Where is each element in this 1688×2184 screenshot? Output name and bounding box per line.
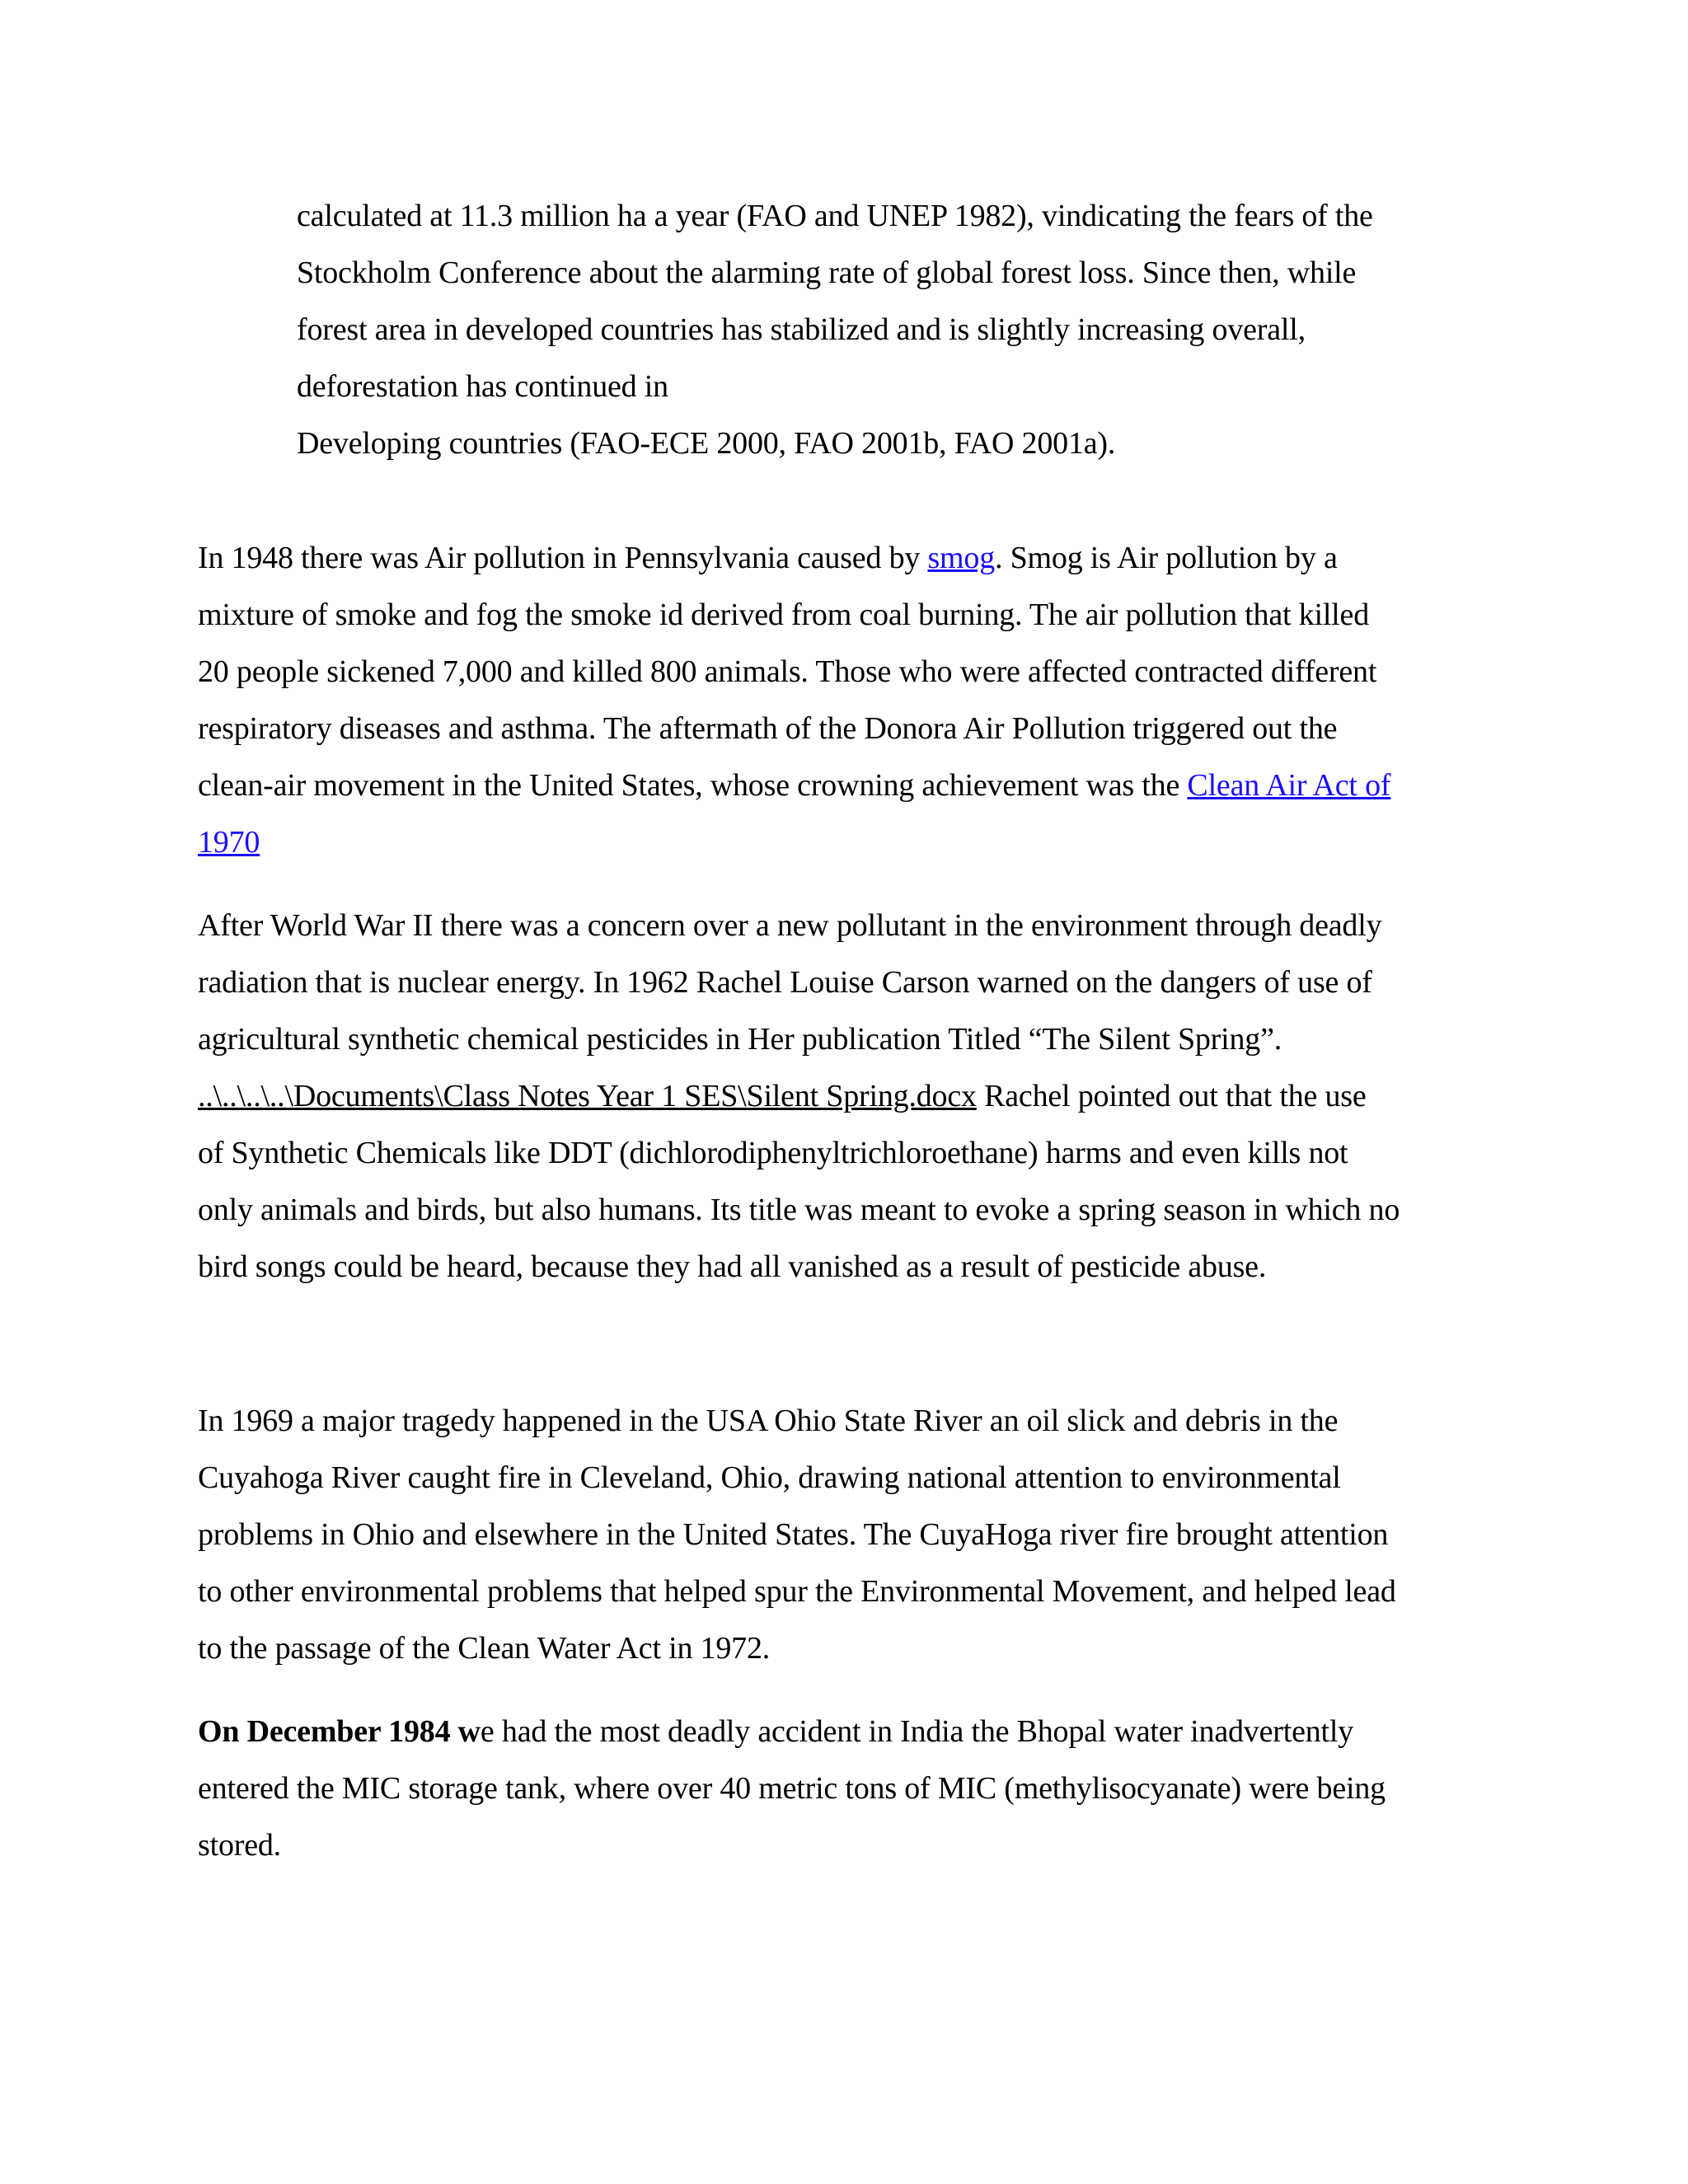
text-line: 20 people sickened 7,000 and killed 800 animals. Those who were affected contracted different [198,654,1377,689]
text-line: deforestation has continued in [297,369,668,404]
smog-link[interactable]: smog [927,541,996,575]
text-segment: e had the most deadly accident in India the Bhopal water inadvertently [480,1714,1354,1749]
text-line: to other environmental problems that helped spur the Environmental Movement, and helped lead [198,1574,1396,1609]
paragraph-bhopal [198,1704,1492,1874]
paragraph-donora [198,530,1492,871]
text-line: to the passage of the Clean Water Act in 1972. [198,1631,771,1666]
text-line: only animals and birds, but also humans. Its title was meant to evoke a spring season in which no [198,1193,1400,1227]
paragraph-silent-spring [198,898,1492,1296]
paragraph-cuyahoga [198,1393,1492,1677]
clean-air-act-link-continued[interactable]: 1970 [198,825,260,860]
text-line: radiation that is nuclear energy. In 1962 Rachel Louise Carson warned on the dangers of use of [198,965,1372,1000]
text-segment: Rachel pointed out that the use [976,1079,1367,1113]
text-line: calculated at 11.3 million ha a year (FAO and UNEP 1982), vindicating the fears of the [297,199,1373,233]
text-line: mixture of smoke and fog the smoke id derived from coal burning. The air pollution that killed [198,598,1370,632]
text-line: problems in Ohio and elsewhere in the United States. The CuyaHoga river fire brought attention [198,1517,1389,1552]
text-line: After World War II there was a concern over a new pollutant in the environment through deadly [198,908,1382,943]
silent-spring-file-link[interactable]: ..\..\..\..\Documents\Class Notes Year 1 SES\Silent Spring.docx [198,1079,977,1113]
text-line: Cuyahoga River caught fire in Cleveland, Ohio, drawing national attention to environmental [198,1460,1341,1495]
document-body [198,188,1492,1874]
text-line [198,757,1492,814]
text-line: bird songs could be heard, because they had all vanished as a result of pesticide abuse. [198,1249,1267,1284]
text-segment: . Smog is Air pollution by a [995,541,1338,575]
text-line [198,1704,1492,1760]
text-segment: clean-air movement in the United States, whose crowning achievement was the [198,768,1188,803]
bold-date: On December 1984 w [198,1714,481,1749]
text-line: stored. [198,1828,281,1863]
text-line: of Synthetic Chemicals like DDT (dichlorodiphenyltrichloroethane) harms and even kills not [198,1136,1348,1170]
text-line: forest area in developed countries has stabilized and is slightly increasing overall, [297,312,1306,347]
text-line: entered the MIC storage tank, where over 40 metric tons of MIC (methylisocyanate) were being [198,1771,1386,1806]
clean-air-act-link[interactable]: Clean Air Act of [1187,768,1391,803]
text-segment: In 1948 there was Air pollution in Pennsylvania caused by [198,541,928,575]
text-line [198,814,1492,871]
text-line [198,530,1492,587]
quoted-block [297,188,1492,472]
text-line: In 1969 a major tragedy happened in the USA Ohio State River an oil slick and debris in the [198,1404,1339,1438]
text-line: Developing countries (FAO-ECE 2000, FAO 2001b, FAO 2001a). [297,426,1116,461]
text-line [198,1068,1492,1125]
text-line: respiratory diseases and asthma. The aftermath of the Donora Air Pollution triggered out the [198,711,1338,746]
text-line: Stockholm Conference about the alarming rate of global forest loss. Since then, while [297,255,1357,290]
text-line: agricultural synthetic chemical pesticides in Her publication Titled “The Silent Spring”. [198,1022,1282,1057]
